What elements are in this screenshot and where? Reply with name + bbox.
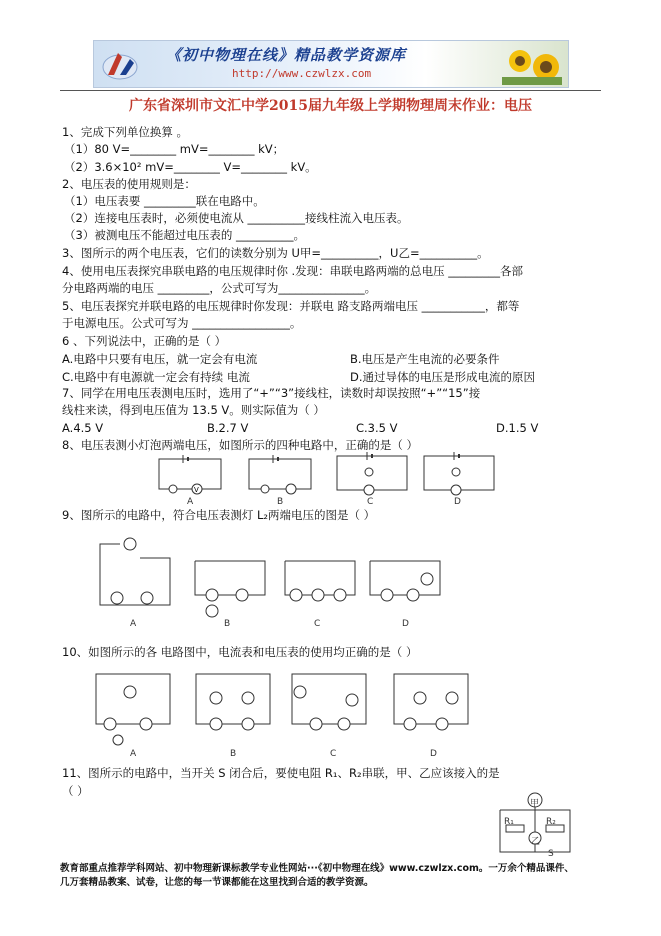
q11-label-r2: R₂ [546, 817, 556, 827]
question-1: 1、完成下列单位换算 。 [62, 125, 188, 139]
question-1-part-1: （1）80 V=________ mV=________ kV； [64, 142, 285, 156]
question-4-line-2: 分电路两端的电压 _________，公式可写为_______________。 [62, 281, 377, 295]
q10-label-d: D [430, 749, 437, 759]
question-4-line-1: 4、使用电压表探究串联电路的电压规律时你 .发现：串联电路两端的总电压 _________各部 [62, 264, 524, 278]
question-11-answer-blank: （ ） [62, 784, 89, 798]
q8-circuit-b [245, 453, 315, 503]
q10-label-b: B [230, 749, 237, 759]
question-10: 10、如图所示的各 电路图中，电流表和电压表的使用均正确的是（ ） [62, 645, 418, 659]
q11-label-jia: 甲 [530, 799, 540, 809]
page-footer [60, 862, 610, 890]
q10-circuit-c [288, 668, 370, 746]
q6-choice-a: A.电路中只要有电压，就一定会有电流 [62, 352, 258, 366]
q8-label-b: B [277, 497, 284, 507]
q9-circuit-b [190, 553, 270, 618]
q8-label-d: D [454, 497, 461, 507]
site-logo-icon [100, 45, 140, 83]
q9-circuit-d [365, 553, 445, 613]
q6-choice-d: D.通过导体的电压是形成电流的原因 [350, 370, 536, 384]
question-7-line-1: 7、同学在用电压表测电压时，选用了“+”“3”接线柱，读数时却误按照“+”“15”接 [62, 386, 481, 400]
banner-url: http://www.czwlzx.com [232, 67, 372, 80]
q10-circuit-d [390, 668, 472, 746]
q8-label-c: C [367, 497, 374, 507]
sunflower-icon [502, 43, 562, 85]
q10-circuit-a [92, 668, 174, 746]
q8-circuit-c [333, 450, 411, 496]
q10-label-c: C [330, 749, 337, 759]
q7-choice-c: C.3.5 V [356, 421, 398, 435]
question-3: 3、图所示的两个电压表，它们的读数分别为 U甲=__________，U乙=__________。 [62, 246, 489, 260]
question-2-rule-3: （3）被测电压不能超过电压表的 __________。 [64, 228, 305, 242]
q7-choice-b: B.2.7 V [207, 421, 249, 435]
q7-choice-d: D.1.5 V [496, 421, 539, 435]
q7-choice-a: A.4.5 V [62, 421, 104, 435]
q8-circuit-d [420, 450, 498, 496]
question-6: 6 、下列说法中，正确的是（ ） [62, 334, 227, 348]
q9-label-b: B [224, 619, 231, 629]
question-8: 8、电压表测小灯泡两端电压，如图所示的四种电路中，正确的是（ ） [62, 438, 418, 452]
q9-label-c: C [314, 619, 321, 629]
q11-label-r1: R₁ [504, 817, 514, 827]
q11-label-s: S [548, 849, 554, 859]
q8-label-a: A [187, 497, 194, 507]
q9-label-a: A [130, 619, 137, 629]
q8-circuit-a [155, 453, 225, 503]
q10-circuit-b [192, 668, 274, 746]
question-2: 2、电压表的使用规则是： [62, 177, 196, 191]
footer-line-2: 几万套精品教案、试卷，让您的每一节课都能在这里找到合适的教学资源。 [60, 877, 374, 888]
q9-label-d: D [402, 619, 409, 629]
svg-text:V: V [194, 486, 199, 494]
banner-title: 《初中物理在线》精品教学资源库 [166, 46, 407, 64]
q9-circuit-a [95, 530, 175, 615]
question-2-rule-1: （1）电压表要 _________联在电路中。 [64, 194, 265, 208]
page-title: 广东省深圳市文汇中学2015届九年级上学期物理周末作业：电压 [129, 98, 532, 114]
question-11: 11、图所示的电路中，当开关 S 闭合后，要使电阻 R₁、R₂串联，甲、乙应该接入的是 [62, 766, 500, 780]
q11-label-yi: 乙 [531, 837, 541, 847]
header-banner [93, 40, 569, 88]
q10-label-a: A [130, 749, 137, 759]
footer-line-1: 教育部重点推荐学科网站、初中物理新课标教学专业性网站···《初中物理在线》www.czwlzx.com。一万余个精品课件、 [60, 863, 574, 874]
q6-choice-c: C.电路中有电源就一定会有持续 电流 [62, 370, 250, 384]
question-1-part-2: （2）3.6×10² mV=________ V=________ kV。 [64, 160, 317, 174]
q9-circuit-c [280, 553, 360, 613]
question-2-rule-2: （2）连接电压表时，必须使电流从 __________接线柱流入电压表。 [64, 211, 409, 225]
question-9: 9、图所示的电路中，符合电压表测灯 L₂两端电压的图是（ ） [62, 508, 376, 522]
q6-choice-b: B.电压是产生电流的必要条件 [350, 352, 500, 366]
question-5-line-2: 于电源电压。公式可写为 _________________。 [62, 316, 302, 330]
question-7-line-2: 线柱来读，得到电压值为 13.5 V。则实际值为（ ） [62, 403, 325, 417]
header-rule [60, 90, 601, 91]
question-5-line-1: 5、电压表探究并联电路的电压规律时你发现：并联电 路支路两端电压 ___________，都等 [62, 299, 520, 313]
